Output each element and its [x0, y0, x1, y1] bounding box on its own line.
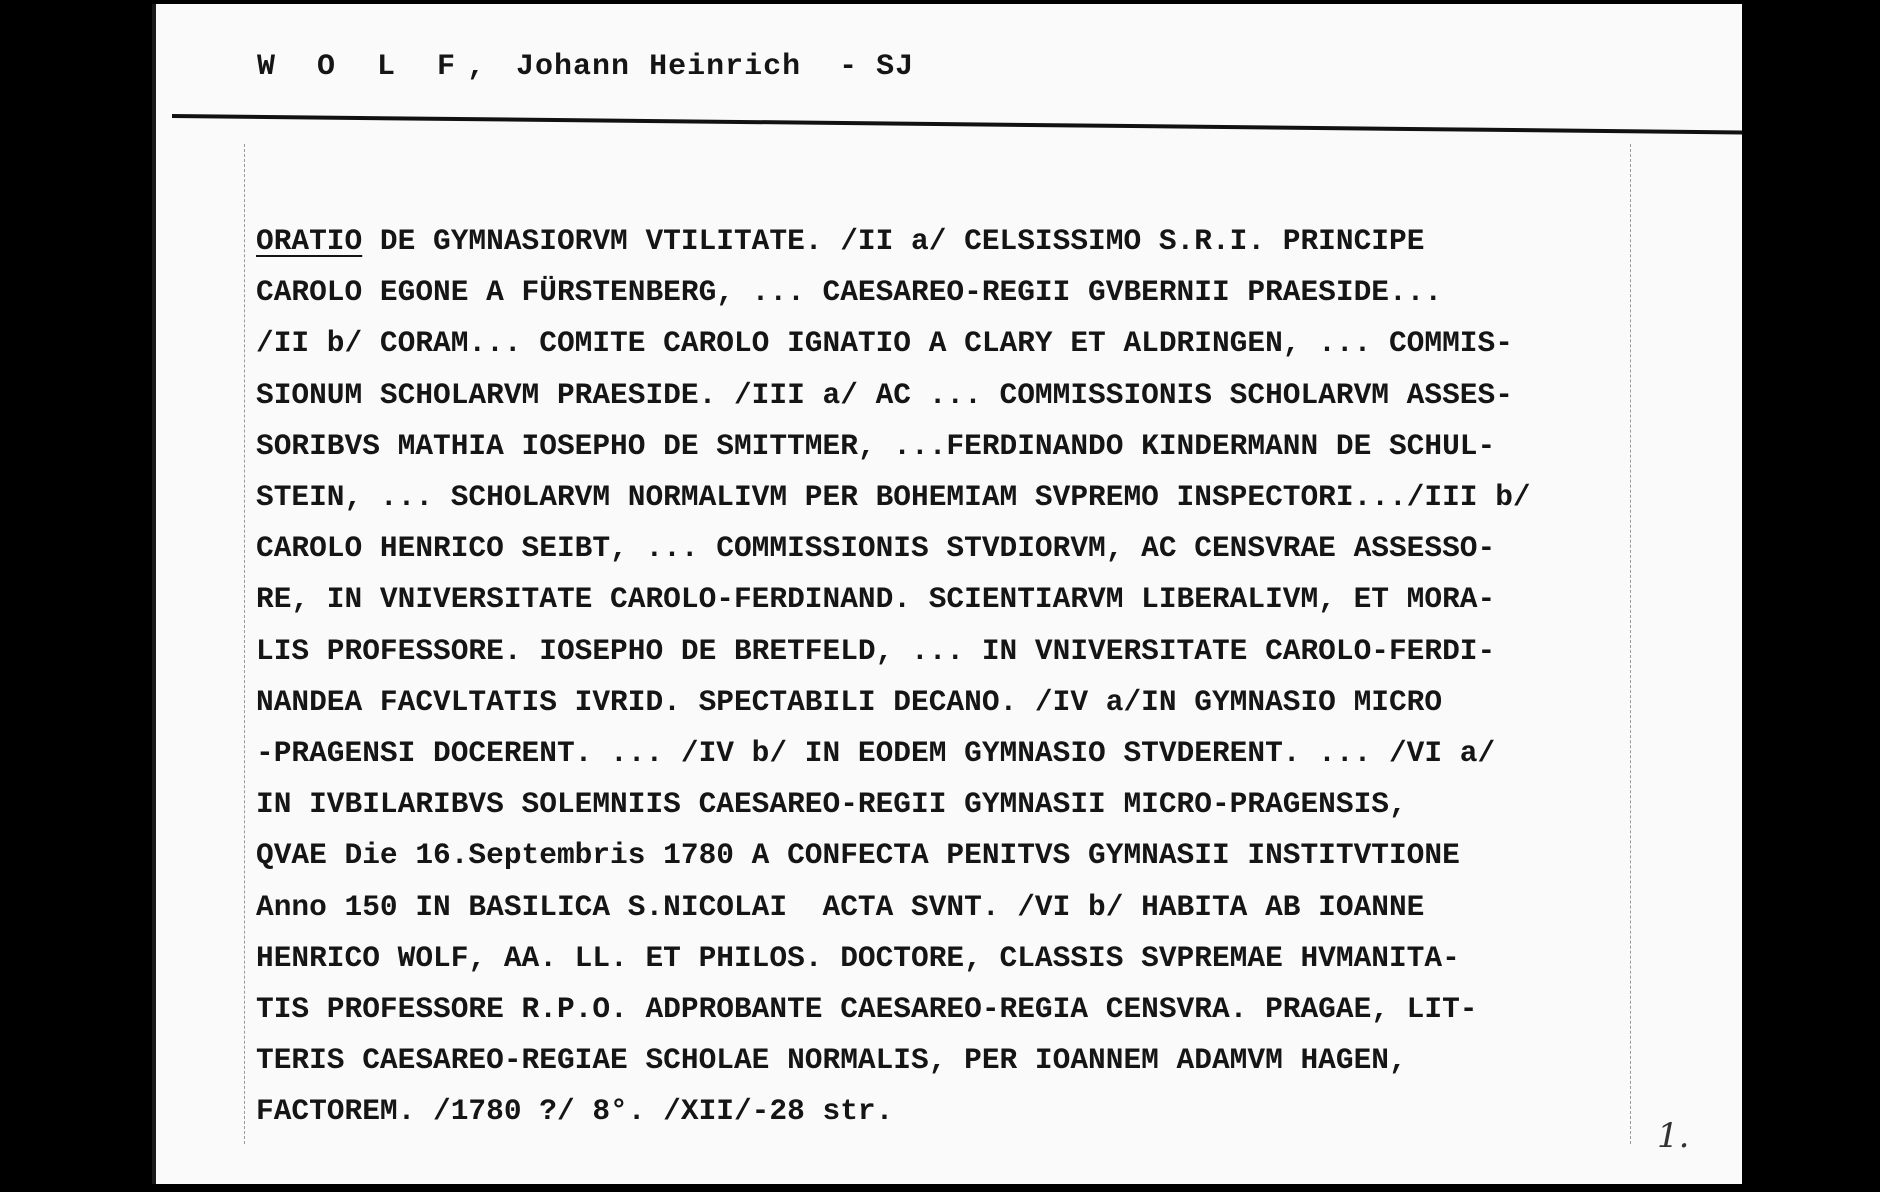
card-header [257, 50, 914, 84]
entry-line: SIONUM SCHOLARVM PRAESIDE. /III a/ AC ... COMMISSIONIS SCHOLARVM ASSES- [256, 377, 1513, 412]
entry-line [256, 216, 1626, 267]
entry-line: RE, IN VNIVERSITATE CAROLO-FERDINAND. SCIENTIARVM LIBERALIVM, ET MORA- [256, 582, 1496, 617]
page-number: 1. [1657, 1116, 1690, 1156]
margin-rule-right [1630, 144, 1632, 1144]
header-rule [172, 114, 1742, 134]
entry-line: CAROLO HENRICO SEIBT, ... COMMISSIONIS STVDIORVM, AC CENSVRAE ASSESSO- [256, 531, 1496, 566]
entry-line: TERIS CAESAREO-REGIAE SCHOLAE NORMALIS, PER IOANNEM ADAMVM HAGEN, [256, 1043, 1407, 1078]
entry-line: STEIN, ... SCHOLARVM NORMALIVM PER BOHEMIAM SVPREMO INSPECTORI.../III b/ [256, 480, 1531, 515]
entry-line: /II b/ CORAM... COMITE CAROLO IGNATIO A CLARY ET ALDRINGEN, ... COMMIS- [256, 326, 1513, 361]
religious-order: SJ [876, 50, 915, 84]
catalog-card [152, 4, 1742, 1184]
header-separator: - [839, 50, 859, 84]
entry-line: FACTOREM. /1780 ?/ 8°. /XII/-28 str. [256, 1094, 894, 1129]
author-given-names: Johann Heinrich [516, 50, 802, 84]
entry-line: CAROLO EGONE A FÜRSTENBERG, ... CAESAREO-REGII GVBERNII PRAESIDE... [256, 275, 1443, 310]
entry-line: Anno 150 IN BASILICA S.NICOLAI ACTA SVNT. /VI b/ HABITA AB IOANNE [256, 889, 1425, 924]
entry-line: SORIBVS MATHIA IOSEPHO DE SMITTMER, ...FERDINANDO KINDERMANN DE SCHUL- [256, 428, 1496, 463]
entry-line-text: DE GYMNASIORVM VTILITATE. /II a/ CELSISSIMO S.R.I. PRINCIPE [379, 224, 1425, 258]
entry-line: -PRAGENSI DOCERENT. ... /IV b/ IN EODEM GYMNASIO STVDERENT. ... /VI a/ [256, 736, 1496, 771]
entry-line: HENRICO WOLF, AA. LL. ET PHILOS. DOCTORE, CLASSIS SVPREMAE HVMANITA- [256, 940, 1460, 975]
entry-line: TIS PROFESSORE R.P.O. ADPROBANTE CAESAREO-REGIA CENSVRA. PRAGAE, LIT- [256, 992, 1478, 1027]
entry-line: IN IVBILARIBVS SOLEMNIIS CAESAREO-REGII GYMNASII MICRO-PRAGENSIS, [256, 787, 1407, 822]
entry-line: QVAE Die 16.Septembris 1780 A CONFECTA PENITVS GYMNASII INSTITVTIONE [256, 838, 1460, 873]
entry-line: LIS PROFESSORE. IOSEPHO DE BRETFELD, ... IN VNIVERSITATE CAROLO-FERDI- [256, 633, 1496, 668]
entry-line: NANDEA FACVLTATIS IVRID. SPECTABILI DECANO. /IV a/IN GYMNASIO MICRO [256, 684, 1443, 719]
bibliographic-entry [256, 216, 1626, 1138]
margin-rule-left [244, 144, 246, 1144]
card-edge [152, 4, 156, 1184]
title-keyword: ORATIO [256, 224, 363, 258]
author-surname: W O L F, [257, 50, 498, 84]
